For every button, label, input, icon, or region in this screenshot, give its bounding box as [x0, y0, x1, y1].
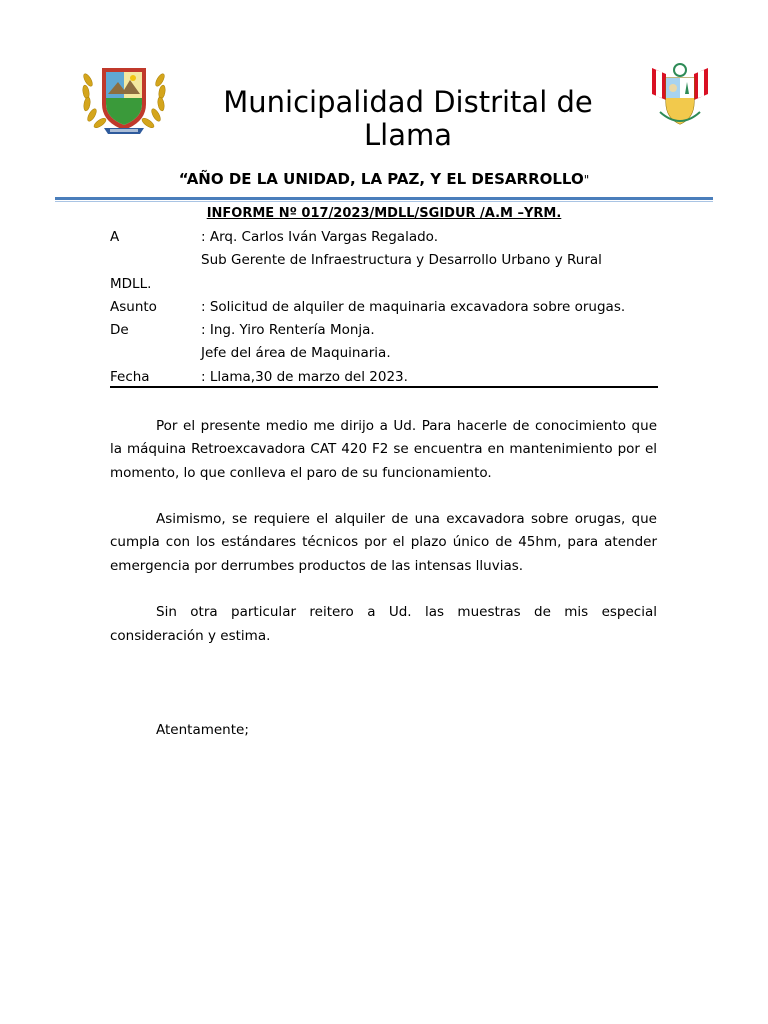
year-motto-text: “AÑO DE LA UNIDAD, LA PAZ, Y EL DESARROLLO — [178, 170, 584, 188]
meta-label: Fecha — [110, 368, 150, 385]
meta-row-from — [110, 321, 658, 344]
year-motto — [96, 170, 672, 188]
meta-value: : Llama,30 de marzo del 2023. — [201, 368, 408, 385]
meta-label: Asunto — [110, 298, 157, 315]
header-divider — [55, 197, 713, 200]
body-paragraph: Asimismo, se requiere el alquiler de una excavadora sobre orugas, que cumpla con los estándares técnicos por el plazo único de 45hm, para atender emergencia por derrumbes productos de las intensas lluvias. — [110, 511, 657, 574]
meta-row-to-role — [110, 251, 658, 274]
meta-value: MDLL. — [110, 275, 152, 292]
meta-divider — [110, 386, 658, 388]
org-title: Municipalidad Distrital de Llama — [223, 85, 593, 152]
meta-label: A — [110, 229, 120, 245]
letter-body — [110, 415, 657, 671]
meta-label: De — [110, 322, 129, 339]
header-divider-shadow — [55, 201, 713, 202]
body-paragraph: Sin otra particular reitero a Ud. las muestras de mis especial consideración y estima. — [110, 604, 657, 644]
meta-value: : Arq. Carlos Iván Vargas Regalado. — [201, 229, 438, 245]
report-meta — [110, 228, 658, 391]
peru-coat-of-arms-icon — [646, 60, 714, 130]
year-motto-close-quote: " — [583, 173, 590, 187]
meta-value: : Solicitud de alquiler de maquinaria excavadora sobre orugas. — [201, 298, 626, 315]
meta-row-to-org — [110, 275, 658, 298]
meta-row-subject — [110, 298, 658, 321]
report-title: INFORME Nº 017/2023/MDLL/SGIDUR /A.M –YRM. — [206, 206, 562, 221]
meta-row-from-role — [110, 344, 658, 367]
closing-line: Atentamente; — [156, 722, 249, 738]
meta-value: Sub Gerente de Infraestructura y Desarrollo Urbano y Rural — [201, 252, 602, 269]
meta-value: Jefe del área de Maquinaria. — [201, 345, 391, 362]
body-paragraph: Por el presente medio me dirijo a Ud. Para hacerle de conocimiento que la máquina Retroexcavadora CAT 420 F2 se encuentra en mantenimiento por el momento, lo que conlleva el paro de su funcionamiento. — [110, 418, 657, 481]
meta-row-to — [110, 228, 658, 251]
meta-value: : Ing. Yiro Rentería Monja. — [201, 322, 375, 339]
district-crest-icon — [78, 60, 170, 138]
letterhead — [0, 0, 768, 200]
